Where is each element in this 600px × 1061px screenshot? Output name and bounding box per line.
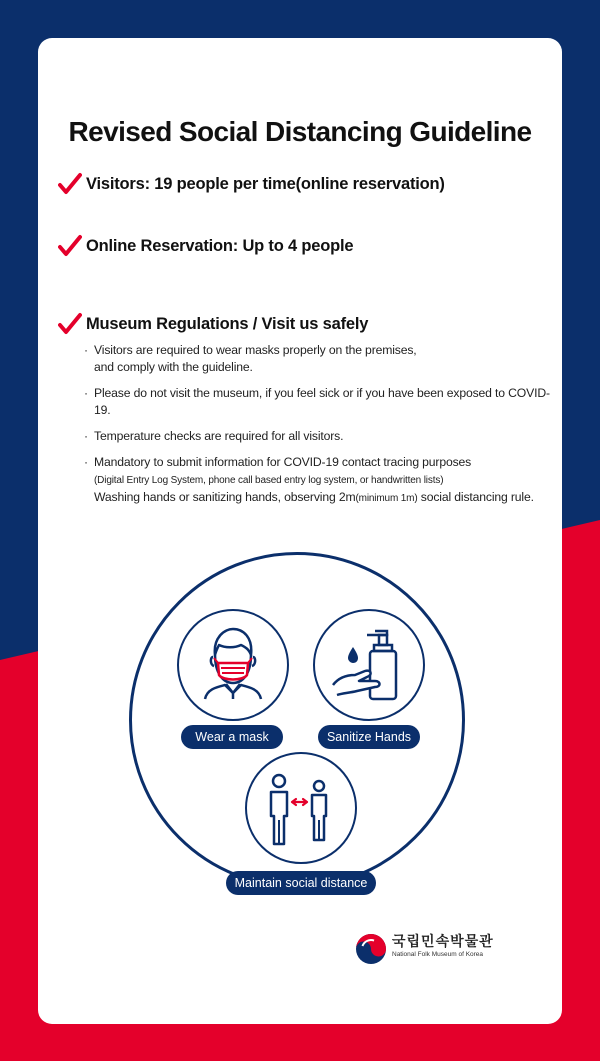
check-item-visitors xyxy=(58,172,445,196)
check-item-regulations xyxy=(58,312,368,336)
museum-name-korean: 국립민속박물관 xyxy=(392,933,494,949)
rule-masks xyxy=(84,342,554,376)
taegeuk-logo-icon xyxy=(354,932,388,966)
page-title: Revised Social Distancing Guideline xyxy=(68,116,532,147)
sanitize-hands-label: Sanitize Hands xyxy=(318,725,420,749)
regulations-list xyxy=(84,342,554,516)
rule-text: (minimum 1m) xyxy=(355,493,418,504)
check-item-label: Online Reservation: Up to 4 people xyxy=(86,236,354,255)
museum-name-english: National Folk Museum of Korea xyxy=(392,951,484,958)
rule-text: Temperature checks are required for all visitors. xyxy=(94,429,344,443)
two-people-distance-icon xyxy=(247,754,354,861)
rule-sick xyxy=(84,385,554,419)
wear-mask-label: Wear a mask xyxy=(181,725,283,749)
check-item-reservation xyxy=(58,234,353,258)
rule-temperature xyxy=(84,428,554,445)
rule-contact-tracing xyxy=(84,454,554,507)
sanitize-hands-icon xyxy=(313,609,425,721)
checkmark-icon xyxy=(58,312,82,336)
person-with-mask-icon xyxy=(179,611,286,718)
check-item-label: Museum Regulations / Visit us safely xyxy=(86,314,369,333)
rule-text: Visitors are required to wear masks properly on the premises, xyxy=(94,343,417,357)
checkmark-icon xyxy=(58,234,82,258)
rule-text: Washing hands or sanitizing hands, observing 2m xyxy=(94,490,356,504)
maintain-distance-label: Maintain social distance xyxy=(226,871,376,895)
social-distance-icon xyxy=(245,752,357,864)
wear-mask-icon xyxy=(177,609,289,721)
rule-text: and comply with the guideline. xyxy=(94,360,253,374)
rule-text: (Digital Entry Log System, phone call based entry log system, or handwritten lists) xyxy=(94,475,444,486)
sanitizer-bottle-icon xyxy=(315,611,422,718)
rule-text: social distancing rule. xyxy=(417,490,534,504)
rule-text: Please do not visit the museum, if you feel sick or if you have been exposed to COVID-19. xyxy=(94,386,550,417)
rule-text: Mandatory to submit information for COVID-19 contact tracing purposes xyxy=(94,455,472,469)
checkmark-icon xyxy=(58,172,82,196)
check-item-label: Visitors: 19 people per time(online reservation) xyxy=(86,174,445,193)
museum-logo xyxy=(352,929,502,969)
